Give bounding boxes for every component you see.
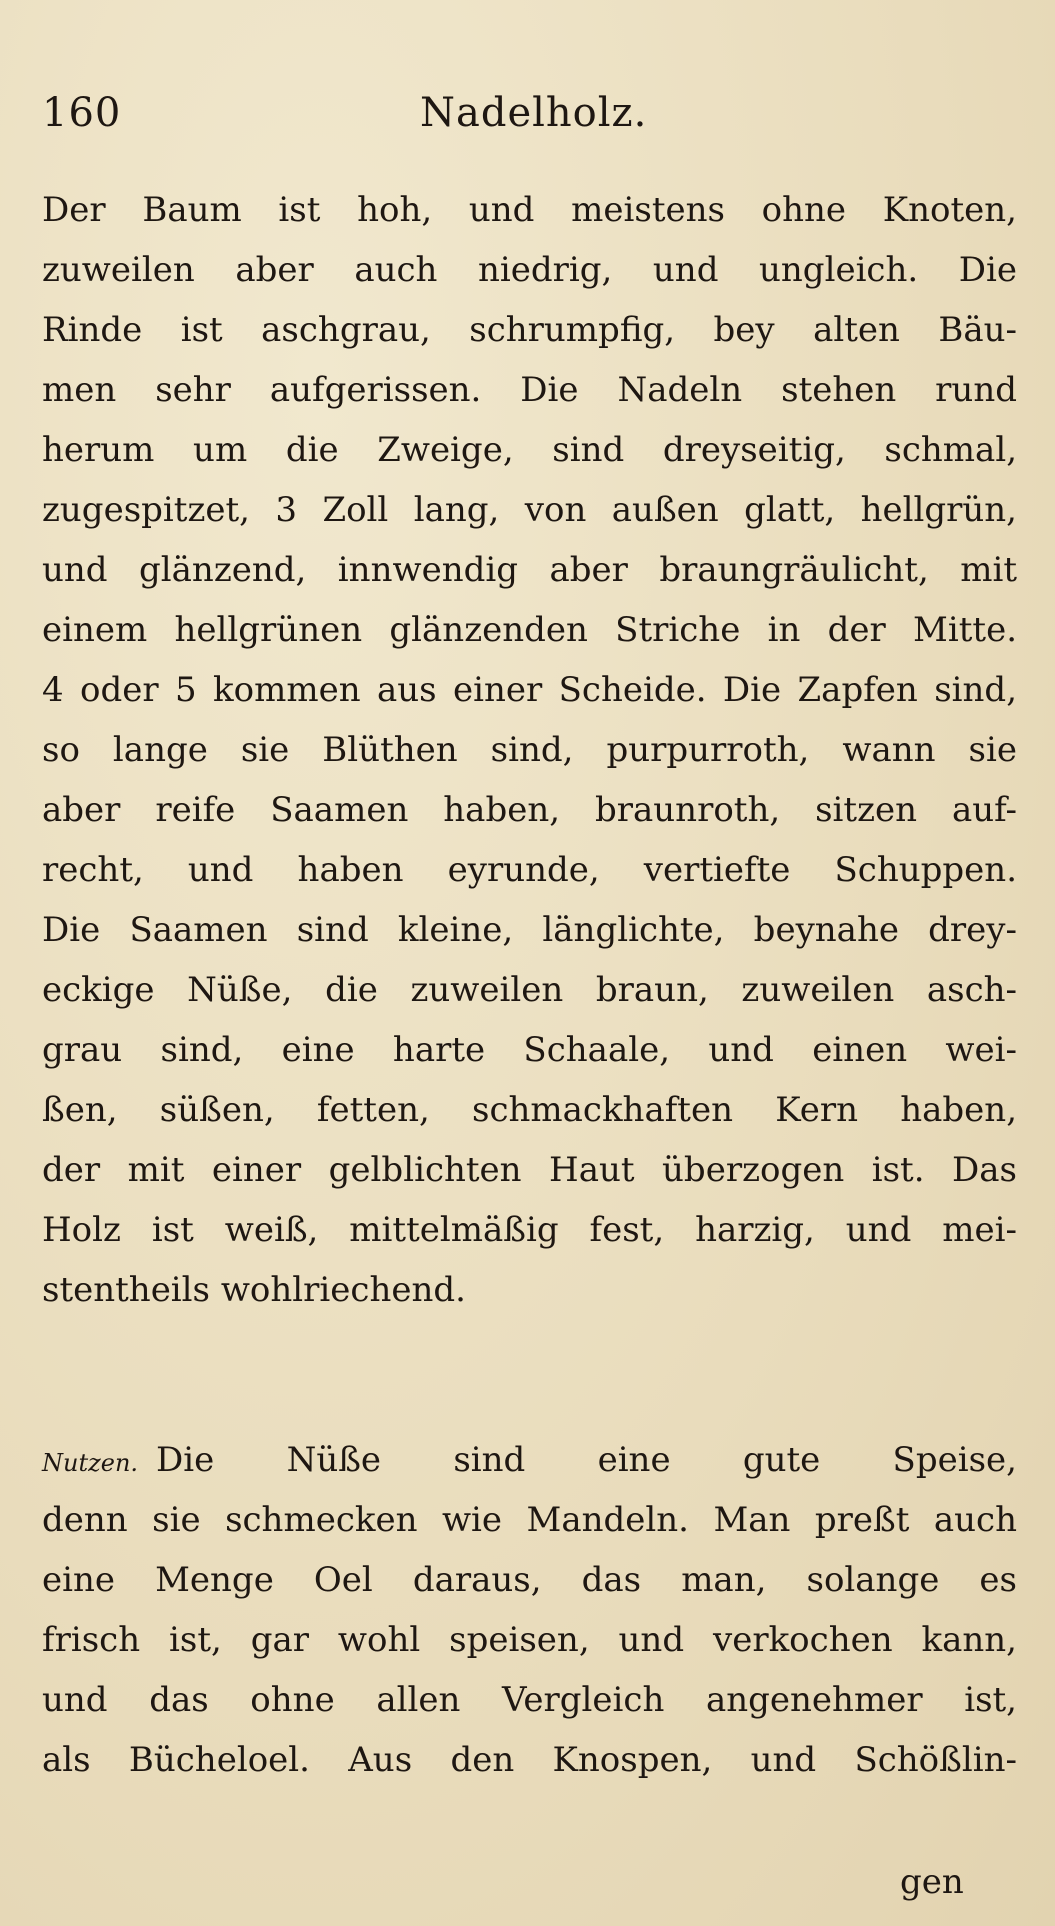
text-line: frisch ist, gar wohl speisen, und verkochen kann,	[42, 1620, 1017, 1660]
page-number: 160	[42, 90, 122, 136]
text-line: der mit einer gelblichten Haut überzogen ist. Das	[42, 1150, 1017, 1190]
paragraph-use	[42, 1430, 1017, 1790]
running-head	[0, 0, 1055, 170]
text-line: Der Baum ist hoh, und meistens ohne Knoten,	[42, 190, 1017, 230]
text-line: men sehr aufgerissen. Die Nadeln stehen rund	[42, 370, 1017, 410]
text-line: herum um die Zweige, sind dreyseitig, schmal,	[42, 430, 1017, 470]
body-text	[42, 180, 1017, 1790]
text-line: ßen, süßen, fetten, schmackhaften Kern haben,	[42, 1090, 1017, 1130]
text-line: und glänzend, innwendig aber braungräulicht, mit	[42, 550, 1017, 590]
marginal-note: Nutzen.	[42, 1449, 139, 1477]
text-line: 4 oder 5 kommen aus einer Scheide. Die Zapfen sind,	[42, 670, 1017, 710]
text-line: und das ohne allen Vergleich angenehmer ist,	[42, 1680, 1017, 1720]
paragraph-description	[42, 180, 1017, 1320]
text-line: aber reife Saamen haben, braunroth, sitzen auf-	[42, 790, 1017, 830]
text-line-first	[42, 1430, 1017, 1490]
text-line: Die Saamen sind kleine, länglichte, beynahe drey-	[42, 910, 1017, 950]
catchword: gen	[900, 1862, 964, 1902]
text-line: grau sind, eine harte Schaale, und einen wei-	[42, 1030, 1017, 1070]
text-line: so lange sie Blüthen sind, purpurroth, wann sie	[42, 730, 1017, 770]
text-line: zugespitzet, 3 Zoll lang, von außen glatt, hellgrün,	[42, 490, 1017, 530]
text-line: einem hellgrünen glänzenden Striche in der Mitte.	[42, 610, 1017, 650]
text-line: Holz ist weiß, mittelmäßig fest, harzig, und mei-	[42, 1210, 1017, 1250]
text-line: eckige Nüße, die zuweilen braun, zuweilen asch-	[42, 970, 1017, 1010]
text-line: als Bücheloel. Aus den Knospen, und Schößlin-	[42, 1740, 1017, 1780]
paragraph-gap	[42, 1320, 1017, 1430]
text-line: eine Menge Oel daraus, das man, solange es	[42, 1560, 1017, 1600]
text-line: zuweilen aber auch niedrig, und ungleich. Die	[42, 250, 1017, 290]
text-line-last: stentheils wohlriechend.	[42, 1270, 466, 1310]
text-line: recht, und haben eyrunde, vertiefte Schuppen.	[42, 850, 1017, 890]
text-line: Rinde ist aschgrau, schrumpfig, bey alten Bäu-	[42, 310, 1017, 350]
running-title: Nadelholz.	[420, 90, 648, 136]
first-line-text: Die Nüße sind eine gute Speise,	[156, 1440, 1017, 1480]
text-line: denn sie schmecken wie Mandeln. Man preßt auch	[42, 1500, 1017, 1540]
